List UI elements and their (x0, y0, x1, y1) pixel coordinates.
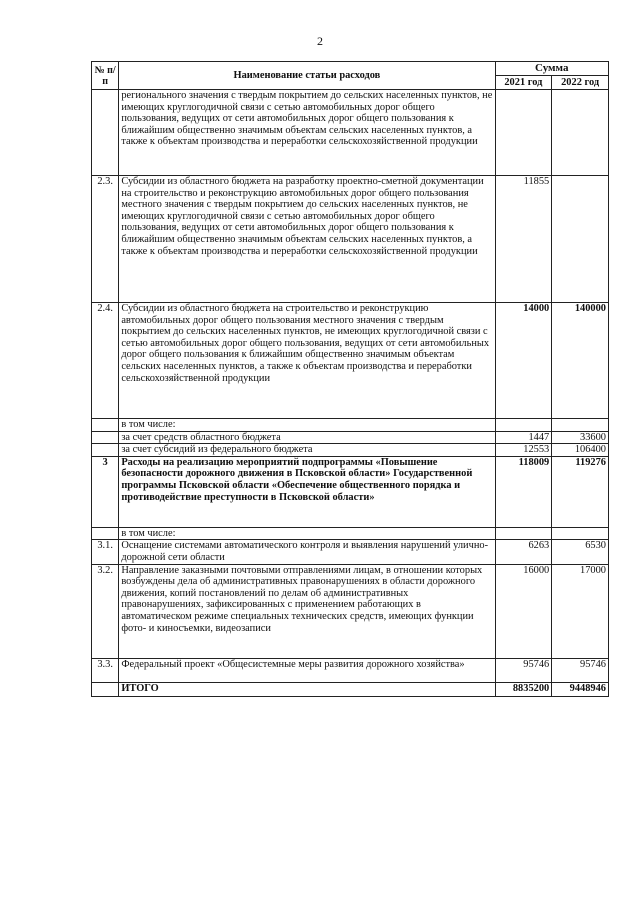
row-name: регионального значения с твердым покрытием до сельских населенных пунктов, не имеющих круглогодичной связи с сетью автомобильных дорог общего пользования, ведущих от сети автомобильных дорог общего пользования к ближайшим общественно значимым объектам сельских населенных пунктов, а также к объектам производства и переработки сельскохозяйственной продукции (119, 90, 495, 176)
value-2021: 118009 (495, 456, 552, 527)
row-name: Расходы на реализацию мероприятий подпрограммы «Повышение безопасности дорожного движения в Псковской области» Государственной программы Псковской области «Обеспечение общественного порядка и противодействие преступности в Псковской области» (119, 456, 495, 527)
value-2022: 33600 (552, 431, 609, 444)
value-2021: 95746 (495, 658, 552, 682)
table-row (92, 456, 609, 527)
value-2021: 14000 (495, 303, 552, 419)
page-number: 2 (317, 34, 323, 48)
row-number: 3.2. (92, 564, 119, 658)
table-row (92, 431, 609, 444)
value-2021: 12553 (495, 444, 552, 457)
table-row (92, 682, 609, 696)
header-year-2022: 2022 год (552, 76, 609, 90)
value-2022: 119276 (552, 456, 609, 527)
table-row (92, 564, 609, 658)
table-body (92, 90, 609, 697)
value-2021: 16000 (495, 564, 552, 658)
row-number (92, 527, 119, 540)
row-name: Направление заказными почтовыми отправлениями лицам, в отношении которых возбуждены дела об административных правонарушениях в области дорожного движения, копий постановлений по делам об административных правонарушениях, зафиксированных с применением работающих в автоматическом режиме специальных технических средств, имеющих функции фото- и киносъемки, видеозаписи (119, 564, 495, 658)
row-name: Субсидии из областного бюджета на разработку проектно-сметной документации на строительство и реконструкцию автомобильных дорог общего пользования местного значения с твердым покрытием до сельских населенных пунктов, не имеющих круглогодичной связи с сетью автомобильных дорог общего пользования, ведущих от сети автомобильных дорог общего пользования к ближайшим общественно значимым объектам сельских населенных пунктов, а также к объектам производства и переработки сельскохозяйственной продукции (119, 176, 495, 303)
value-2022 (552, 176, 609, 303)
row-number: 2.4. (92, 303, 119, 419)
value-2022: 106400 (552, 444, 609, 457)
row-number (92, 431, 119, 444)
row-name: Федеральный проект «Общесистемные меры развития дорожного хозяйства» (119, 658, 495, 682)
header-name: Наименование статьи расходов (119, 62, 495, 90)
value-2022: 140000 (552, 303, 609, 419)
row-name: в том числе: (119, 419, 495, 432)
header-sum: Сумма (495, 62, 609, 76)
row-number (92, 682, 119, 696)
row-number: 3.1. (92, 540, 119, 564)
value-2021: 1447 (495, 431, 552, 444)
row-number: 2.3. (92, 176, 119, 303)
row-number (92, 419, 119, 432)
row-name: в том числе: (119, 527, 495, 540)
value-2021 (495, 419, 552, 432)
budget-table (91, 61, 609, 697)
table-row (92, 540, 609, 564)
value-2022 (552, 90, 609, 176)
value-2021 (495, 90, 552, 176)
row-number (92, 90, 119, 176)
row-name: Оснащение системами автоматического контроля и выявления нарушений улично-дорожной сети области (119, 540, 495, 564)
table-row (92, 303, 609, 419)
row-number (92, 444, 119, 457)
value-2022: 17000 (552, 564, 609, 658)
table-row (92, 527, 609, 540)
value-2022 (552, 419, 609, 432)
header-number: № п/п (92, 62, 119, 90)
row-name: за счет субсидий из федерального бюджета (119, 444, 495, 457)
table-row (92, 419, 609, 432)
header-year-2021: 2021 год (495, 76, 552, 90)
value-2022 (552, 527, 609, 540)
value-2021: 8835200 (495, 682, 552, 696)
table-row (92, 444, 609, 457)
row-name: Субсидии из областного бюджета на строительство и реконструкцию автомобильных дорог общего пользования местного значения с твердым покрытием до сельских населенных пунктов, не имеющих круглогодичной связи с сетью автомобильных дорог общего пользования, ведущих от сети автомобильных дорог общего пользования к ближайшим общественно значимым объектам сельских населенных пунктов, а также к объектам производства и переработки сельскохозяйственной продукции (119, 303, 495, 419)
value-2021: 11855 (495, 176, 552, 303)
value-2022: 6530 (552, 540, 609, 564)
value-2021: 6263 (495, 540, 552, 564)
table-row (92, 176, 609, 303)
row-number: 3 (92, 456, 119, 527)
value-2022: 9448946 (552, 682, 609, 696)
row-name: ИТОГО (119, 682, 495, 696)
table-row (92, 658, 609, 682)
row-number: 3.3. (92, 658, 119, 682)
table-row (92, 90, 609, 176)
row-name: за счет средств областного бюджета (119, 431, 495, 444)
value-2022: 95746 (552, 658, 609, 682)
value-2021 (495, 527, 552, 540)
